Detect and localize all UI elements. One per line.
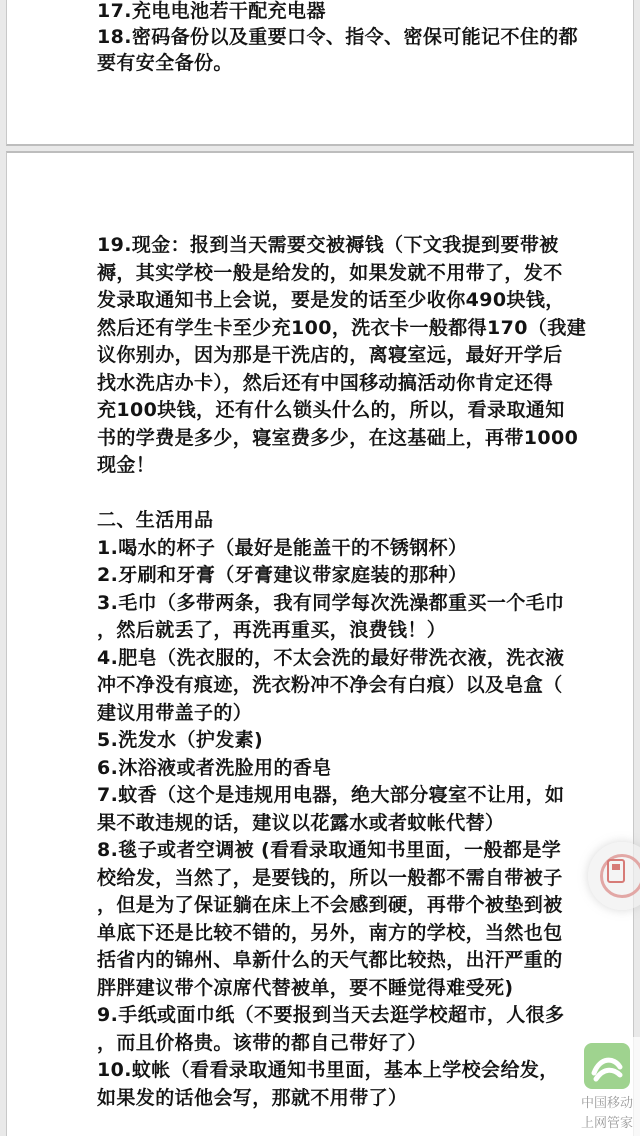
top-text-line: 要有安全备份。 — [97, 52, 233, 74]
main-text-line: 1.喝水的杯子（最好是能盖干的不锈钢杯） — [97, 536, 468, 559]
main-text-line: 6.沐浴液或者洗脸用的香皂 — [97, 756, 332, 779]
main-text-line: 现金！ — [97, 454, 156, 476]
main-text-line: 褥，其实学校一般是给发的，如果发就不用带了，发不 — [97, 261, 563, 284]
main-text-line: 3.毛巾（多带两条，我有同学每次洗澡都重买一个毛巾 — [97, 591, 565, 614]
main-text-line: 找水洗店办卡），然后还有中国移动搞活动你肯定还得 — [97, 371, 554, 394]
top-text-line: 18.密码备份以及重要口令、指令、密保可能记不住的都 — [97, 26, 579, 48]
main-text-line: 书的学费是多少，寝室费多少，在这基础上，再带1000 — [97, 426, 579, 449]
watermark-line1: 中国移动 — [580, 1096, 633, 1111]
main-text-line: 充100块钱，还有什么锁头什么的，所以，看录取通知 — [97, 399, 565, 421]
main-text-line: 果不敢违规的话，建议以花露水或者蚊帐代替） — [97, 811, 505, 834]
top-text-line: 17.充电电池若干配充电器 — [97, 0, 326, 22]
main-text-line: 胖胖建议带个凉席代替被单，要不睡觉得难受死) — [97, 976, 514, 999]
china-mobile-logo-icon — [584, 1043, 630, 1089]
main-text-line: 如果发的话他会写，那就不用带了） — [97, 1086, 408, 1109]
main-text-line: 单底下还是比较不错的，另外，南方的学校，当然也包 — [97, 921, 563, 944]
main-text-line: 发录取通知书上会说，要是发的话至少收你490块钱， — [97, 289, 565, 311]
main-text-line: 校给发，当然了，是要钱的，所以一般都不需自带被子 — [97, 866, 563, 889]
main-text-line: 10.蚊帐（看看录取通知书里面，基本上学校会给发， — [97, 1059, 559, 1081]
main-text-line: 9.手纸或面巾纸（不要报到当天去逛学校超市，人很多 — [97, 1004, 565, 1026]
main-text-line: 2.牙刷和牙膏（牙膏建议带家庭装的那种） — [97, 564, 468, 586]
main-text-line: 括省内的锦州、阜新什么的天气都比较热，出汗严重的 — [97, 949, 563, 971]
main-text-line: 4.肥皂（洗衣服的，不太会洗的最好带洗衣液，洗衣液 — [97, 646, 565, 669]
main-text-line: 建议用带盖子的） — [97, 701, 253, 724]
watermark-line2: 上网管家 — [580, 1116, 633, 1131]
main-text-line: 二、生活用品 — [97, 509, 214, 531]
main-text-line: ，但是为了保证躺在床上不会感到硬，再带个被垫到被 — [97, 894, 563, 916]
china-mobile-watermark[interactable] — [574, 1037, 640, 1136]
main-text-line: 19.现金：报到当天需要交被褥钱（下文我提到要带被 — [97, 234, 559, 256]
main-text-line: 5.洗发水（护发素) — [97, 729, 264, 751]
main-text-line: 议你别办，因为那是干洗店的，离寝室远，最好开学后 — [97, 344, 563, 366]
fuel-gauge-icon — [607, 859, 625, 883]
main-text-line: ，然后就丢了，再洗再重买，浪费钱！） — [97, 619, 447, 641]
main-text-line: ，而且价格贵。该带的都自己带好了） — [97, 1031, 427, 1054]
main-text-line: 冲不净没有痕迹，洗衣粉冲不净会有白痕）以及皂盒（ — [97, 674, 563, 696]
main-text-line: 8.毯子或者空调被 (看看录取通知书里面，一般都是学 — [97, 839, 562, 861]
main-text-line: 然后还有学生卡至少充100，洗衣卡一般都得170（我建 — [97, 316, 587, 339]
main-text-line: 7.蚊香（这个是违规用电器，绝大部分寝室不让用，如 — [97, 784, 565, 806]
